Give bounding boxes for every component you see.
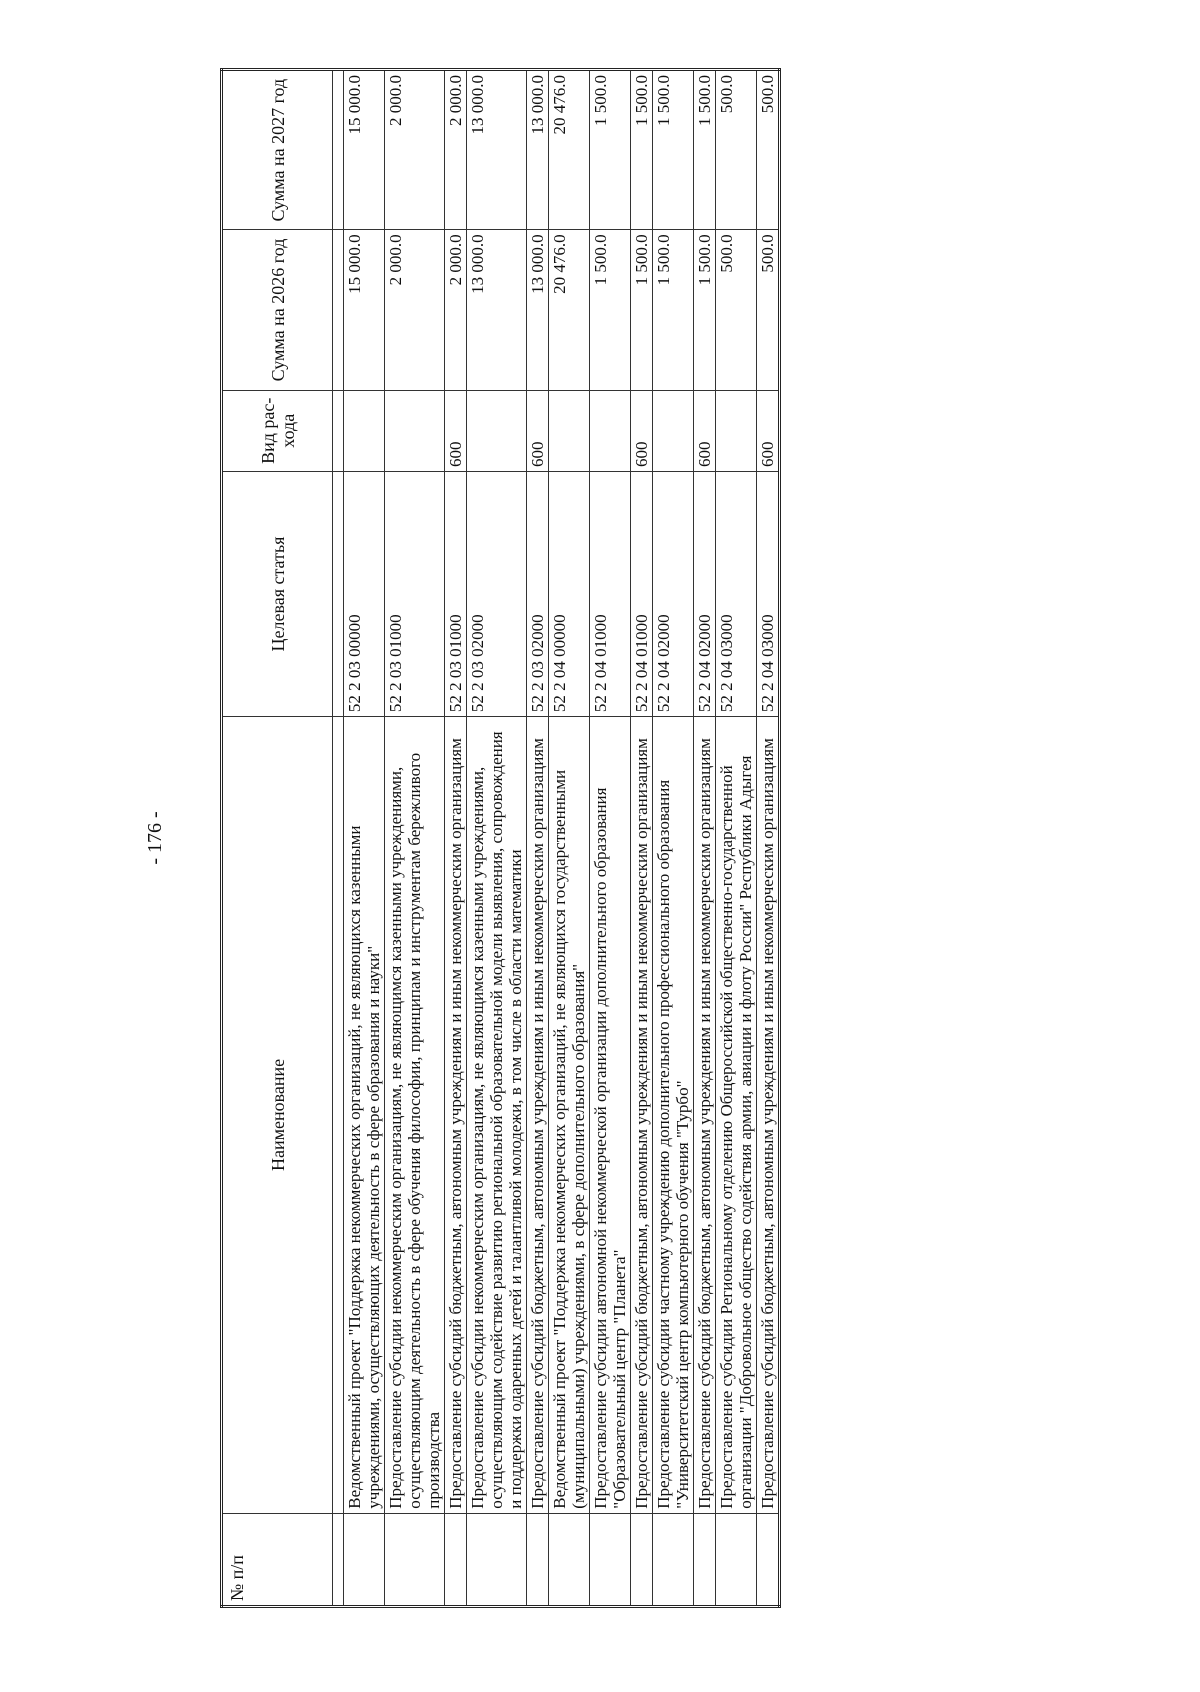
table-row xyxy=(549,70,590,1607)
table-row xyxy=(385,70,445,1607)
cell-number xyxy=(757,1513,780,1606)
cell-number xyxy=(467,1513,527,1606)
header-name: Наименование xyxy=(222,717,333,1514)
cell-expense-type xyxy=(344,390,385,471)
table-row xyxy=(344,70,385,1607)
cell-sum-2027: 500.0 xyxy=(716,70,757,230)
cell-number xyxy=(549,1513,590,1606)
cell-name: Предоставление субсидии Региональному отделению Общероссийской общественно-государственной организации "Добровольное общество содействия армии, авиации и флоту России" Республики Адыгея xyxy=(716,717,757,1514)
header-code: Целевая статья xyxy=(222,471,333,716)
cell-number xyxy=(385,1513,445,1606)
cell-sum-2027: 15 000.0 xyxy=(344,70,385,230)
cell-name: Предоставление субсидий бюджетным, автономным учреждениям и иным некоммерческим организациям xyxy=(631,717,653,1514)
cell-expense-type: 600 xyxy=(445,390,467,471)
cell-name: Ведомственный проект "Поддержка некоммерческих организаций, не являющихся государственными (муниципальными) учреждениями, в сфере дополнительного образования" xyxy=(549,717,590,1514)
cell-name: Предоставление субсидий бюджетным, автономным учреждениям и иным некоммерческим организациям xyxy=(527,717,549,1514)
cell-expense-type xyxy=(590,390,631,471)
cell-expense-type: 600 xyxy=(631,390,653,471)
cell-code: 52 2 04 02000 xyxy=(694,471,716,716)
cell-expense-type xyxy=(549,390,590,471)
cell-sum-2026: 13 000.0 xyxy=(527,230,549,390)
cell-sum-2026: 1 500.0 xyxy=(694,230,716,390)
spacer-cell xyxy=(333,471,344,716)
spacer-cell xyxy=(333,230,344,390)
cell-sum-2027: 500.0 xyxy=(757,70,780,230)
table-row xyxy=(757,70,780,1607)
budget-table xyxy=(220,68,781,1608)
table-row xyxy=(590,70,631,1607)
cell-sum-2027: 13 000.0 xyxy=(467,70,527,230)
cell-expense-type xyxy=(385,390,445,471)
cell-sum-2027: 2 000.0 xyxy=(385,70,445,230)
spacer-cell xyxy=(333,717,344,1514)
table-row xyxy=(445,70,467,1607)
cell-name: Предоставление субсидий бюджетным, автономным учреждениям и иным некоммерческим организациям xyxy=(694,717,716,1514)
spacer-cell xyxy=(333,70,344,230)
cell-sum-2027: 1 500.0 xyxy=(694,70,716,230)
spacer-cell xyxy=(333,1513,344,1606)
cell-sum-2027: 1 500.0 xyxy=(631,70,653,230)
cell-sum-2027: 13 000.0 xyxy=(527,70,549,230)
cell-name: Ведомственный проект "Поддержка некоммерческих организаций, не являющихся казенными учреждениями, осуществляющих деятельность в сфере образования и науки" xyxy=(344,717,385,1514)
cell-expense-type: 600 xyxy=(694,390,716,471)
document-sheet xyxy=(140,68,1065,1608)
page-number: - 176 - xyxy=(144,811,166,865)
cell-code: 52 2 03 01000 xyxy=(445,471,467,716)
cell-code: 52 2 04 01000 xyxy=(590,471,631,716)
table-row xyxy=(694,70,716,1607)
cell-sum-2027: 1 500.0 xyxy=(590,70,631,230)
cell-sum-2026: 20 476.0 xyxy=(549,230,590,390)
cell-code: 52 2 03 02000 xyxy=(527,471,549,716)
cell-number xyxy=(694,1513,716,1606)
cell-sum-2026: 1 500.0 xyxy=(590,230,631,390)
header-number: № п/п xyxy=(222,1513,333,1606)
header-sum-2026: Сумма на 2026 год xyxy=(222,230,333,390)
cell-name: Предоставление субсидии частному учреждению дополнительного профессионального образования "Университетский центр компьютерного обучения "Турбо" xyxy=(653,717,694,1514)
cell-code: 52 2 03 01000 xyxy=(385,471,445,716)
cell-sum-2027: 1 500.0 xyxy=(653,70,694,230)
cell-number xyxy=(716,1513,757,1606)
table-row xyxy=(653,70,694,1607)
cell-name: Предоставление субсидий бюджетным, автономным учреждениям и иным некоммерческим организациям xyxy=(757,717,780,1514)
cell-number xyxy=(631,1513,653,1606)
cell-sum-2026: 1 500.0 xyxy=(653,230,694,390)
table-header-row xyxy=(222,70,333,1607)
cell-expense-type xyxy=(653,390,694,471)
cell-expense-type xyxy=(716,390,757,471)
table-row xyxy=(467,70,527,1607)
cell-number xyxy=(653,1513,694,1606)
cell-sum-2026: 500.0 xyxy=(716,230,757,390)
cell-expense-type: 600 xyxy=(757,390,780,471)
cell-expense-type: 600 xyxy=(527,390,549,471)
table-row xyxy=(527,70,549,1607)
cell-number xyxy=(344,1513,385,1606)
cell-code: 52 2 04 03000 xyxy=(716,471,757,716)
cell-sum-2026: 2 000.0 xyxy=(385,230,445,390)
cell-code: 52 2 04 00000 xyxy=(549,471,590,716)
cell-sum-2026: 15 000.0 xyxy=(344,230,385,390)
table-row xyxy=(716,70,757,1607)
header-sum-2027: Сумма на 2027 год xyxy=(222,70,333,230)
cell-number xyxy=(527,1513,549,1606)
header-expense-type: Вид рас-хода xyxy=(222,390,333,471)
cell-sum-2026: 13 000.0 xyxy=(467,230,527,390)
spacer-cell xyxy=(333,390,344,471)
cell-number xyxy=(590,1513,631,1606)
cell-sum-2026: 500.0 xyxy=(757,230,780,390)
cell-code: 52 2 03 00000 xyxy=(344,471,385,716)
cell-code: 52 2 04 02000 xyxy=(653,471,694,716)
cell-code: 52 2 04 03000 xyxy=(757,471,780,716)
table-row xyxy=(631,70,653,1607)
cell-number xyxy=(445,1513,467,1606)
cell-name: Предоставление субсидии некоммерческим организациям, не являющимся казенными учреждениями, осуществляющим деятельность в сфере обучения философии, принципам и инструментам бережливого производства xyxy=(385,717,445,1514)
cell-code: 52 2 04 01000 xyxy=(631,471,653,716)
cell-sum-2026: 1 500.0 xyxy=(631,230,653,390)
cell-code: 52 2 03 02000 xyxy=(467,471,527,716)
table-spacer-row xyxy=(333,70,344,1607)
cell-expense-type xyxy=(467,390,527,471)
cell-name: Предоставление субсидий бюджетным, автономным учреждениям и иным некоммерческим организациям xyxy=(445,717,467,1514)
cell-sum-2027: 2 000.0 xyxy=(445,70,467,230)
cell-name: Предоставление субсидии автономной некоммерческой организации дополнительного образования "Образовательный центр "Планета" xyxy=(590,717,631,1514)
cell-sum-2026: 2 000.0 xyxy=(445,230,467,390)
cell-sum-2027: 20 476.0 xyxy=(549,70,590,230)
cell-name: Предоставление субсидии некоммерческим организациям, не являющимся казенными учреждениями, осуществляющим содействие развитию региональной образовательной модели выявления, сопровождения и поддержки одаренных детей и талантливой молодежи, в том числе в области математики xyxy=(467,717,527,1514)
